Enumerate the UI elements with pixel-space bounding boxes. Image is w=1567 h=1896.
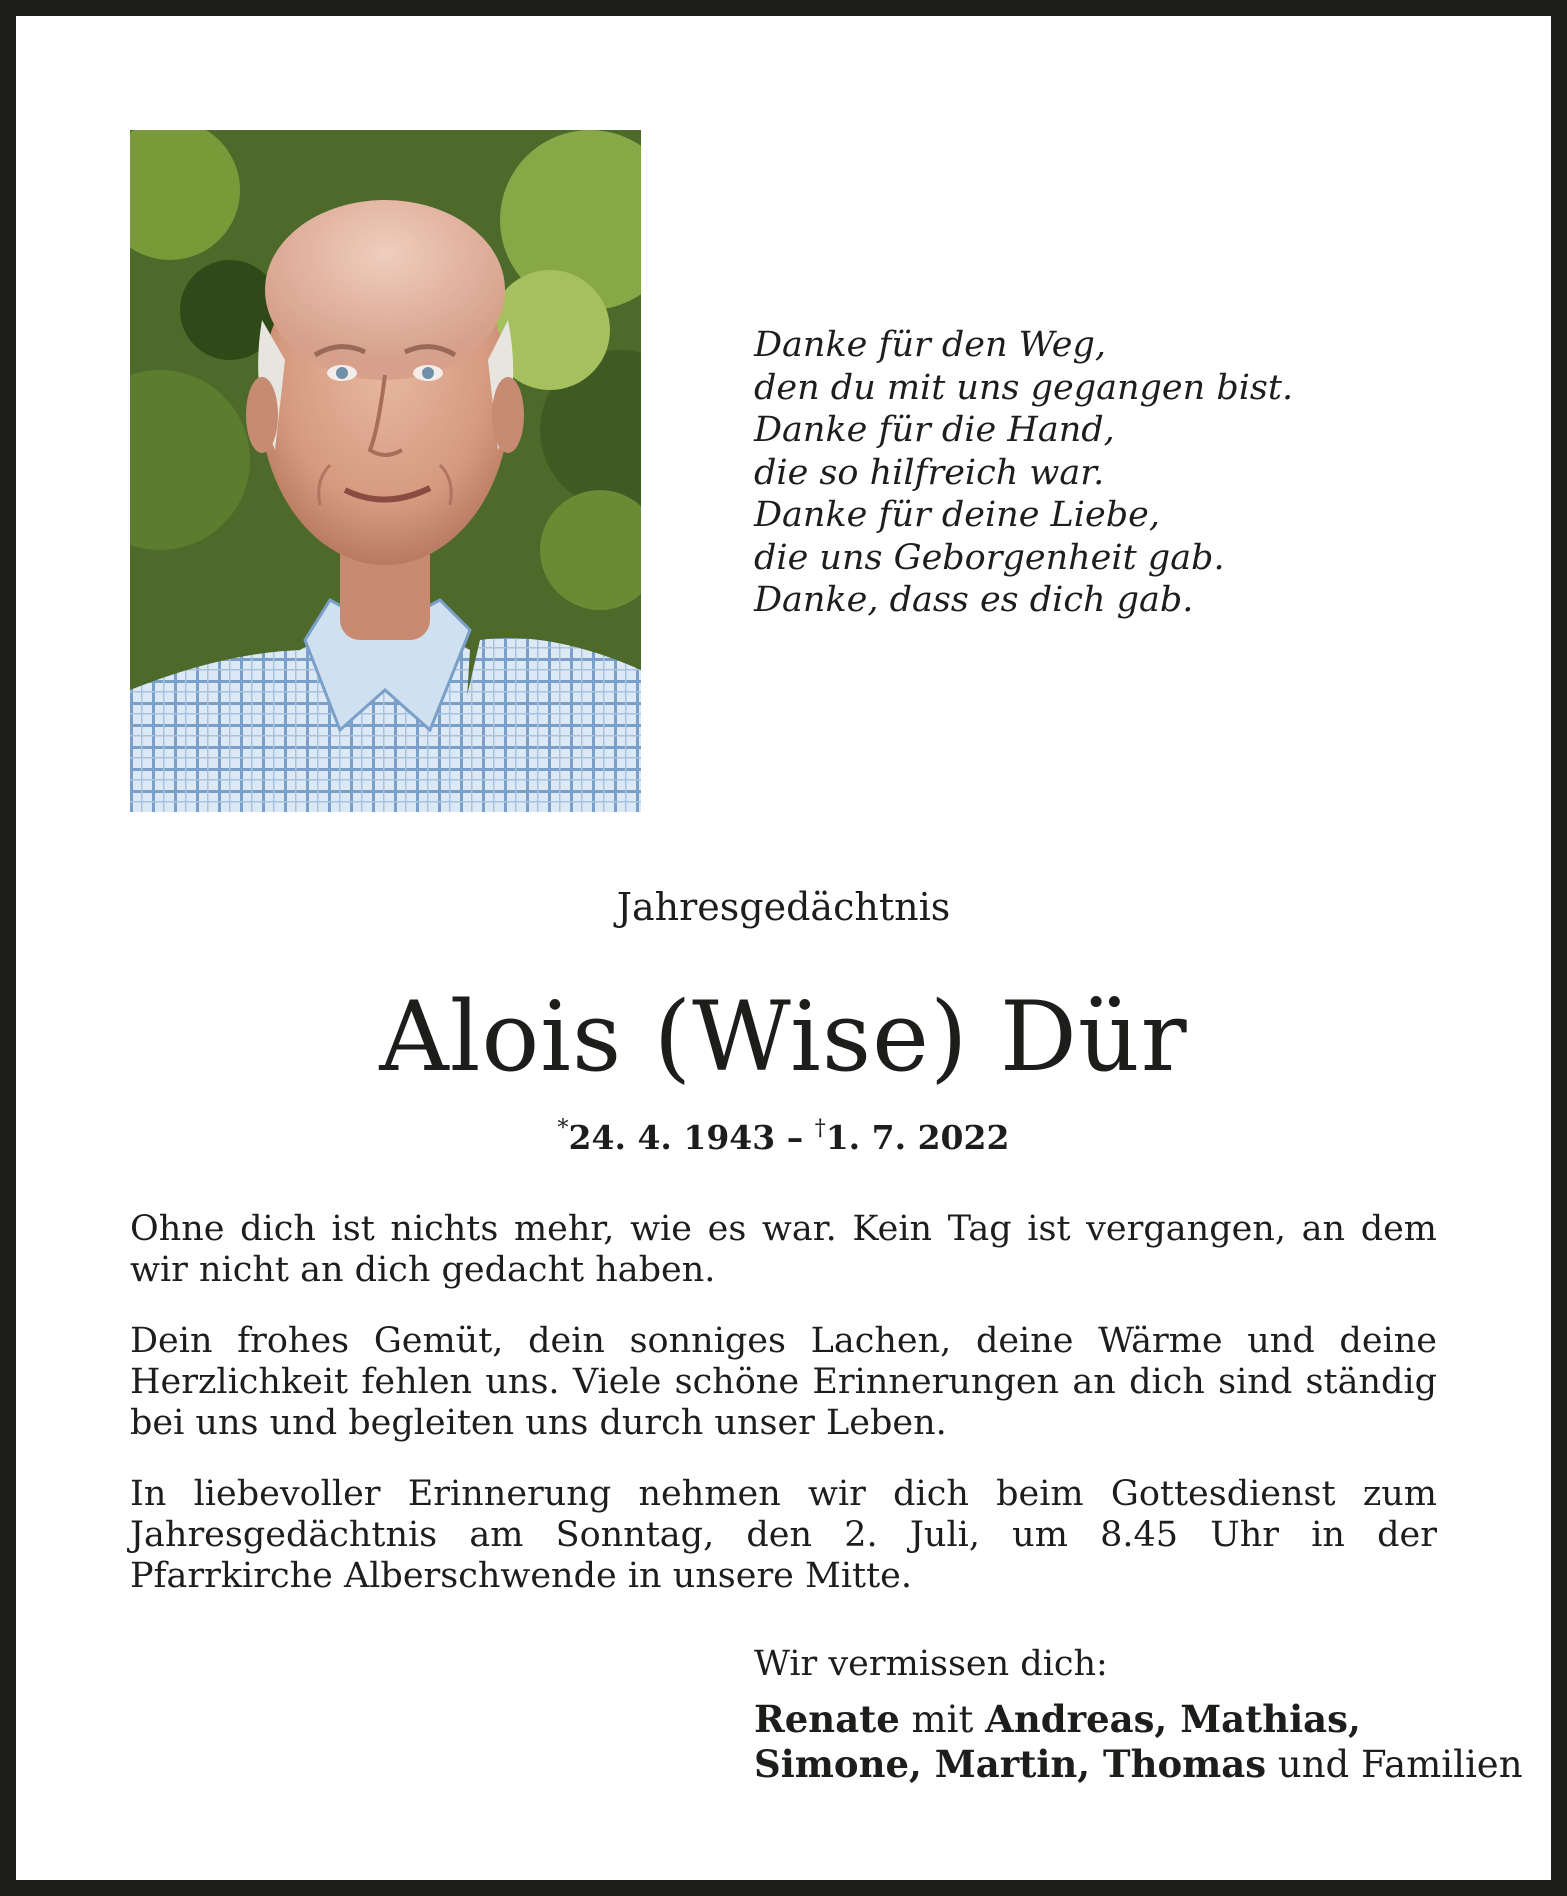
poem-line: den du mit uns gegangen bist. [754, 367, 1294, 408]
signer-suffix: und Familien [1266, 1743, 1523, 1786]
death-symbol: † [814, 1116, 826, 1141]
poem-line: die so hilfreich war. [754, 452, 1105, 493]
signers-line-2 [754, 1742, 1523, 1787]
portrait-photo [130, 130, 641, 812]
occasion-heading: Jahresgedächtnis [616, 885, 951, 929]
paragraph: Dein frohes Gemüt, dein sonniges Lachen, deine Wärme und deine Herzlichkeit fehlen uns. Viele schöne Erinnerungen an dich sind ständig bei uns und begleiten uns durch unser Leben. [130, 1321, 1437, 1443]
life-dates [0, 1107, 1567, 1160]
signers-line-1 [754, 1697, 1523, 1742]
poem-line: Danke für deine Liebe, [754, 495, 1160, 535]
closing-intro: Wir vermissen dich: [754, 1644, 1108, 1684]
signer-name: Renate [754, 1697, 900, 1741]
date-separator: – [775, 1118, 815, 1157]
poem-line: die uns Geborgenheit gab. [754, 537, 1225, 578]
poem [754, 324, 1293, 622]
death-date: 1. 7. 2022 [825, 1118, 1010, 1157]
birth-symbol: * [557, 1116, 569, 1141]
signer-names: Andreas, Mathias, [985, 1697, 1361, 1741]
signers [754, 1697, 1523, 1787]
paragraph: In liebevoller Erinnerung nehmen wir dich beim Gottesdienst zum Jahresgedächtnis am Sonntag, den 2. Juli, um 8.45 Uhr in der Pfarrkirche Alberschwende in unsere Mitte. [130, 1474, 1437, 1596]
deceased-name: Alois (Wise) Dür [379, 981, 1188, 1093]
poem-line: Danke für die Hand, [754, 410, 1115, 450]
poem-line: Danke für den Weg, [754, 325, 1107, 365]
poem-line: Danke, dass es dich gab. [754, 580, 1194, 620]
birth-date: 24. 4. 1943 [568, 1118, 776, 1157]
signer-names: Simone, Martin, Thomas [754, 1742, 1267, 1786]
paragraph: Ohne dich ist nichts mehr, wie es war. Kein Tag ist vergangen, an dem wir nicht an dich gedacht haben. [130, 1209, 1437, 1290]
signer-connector: mit [899, 1698, 986, 1741]
